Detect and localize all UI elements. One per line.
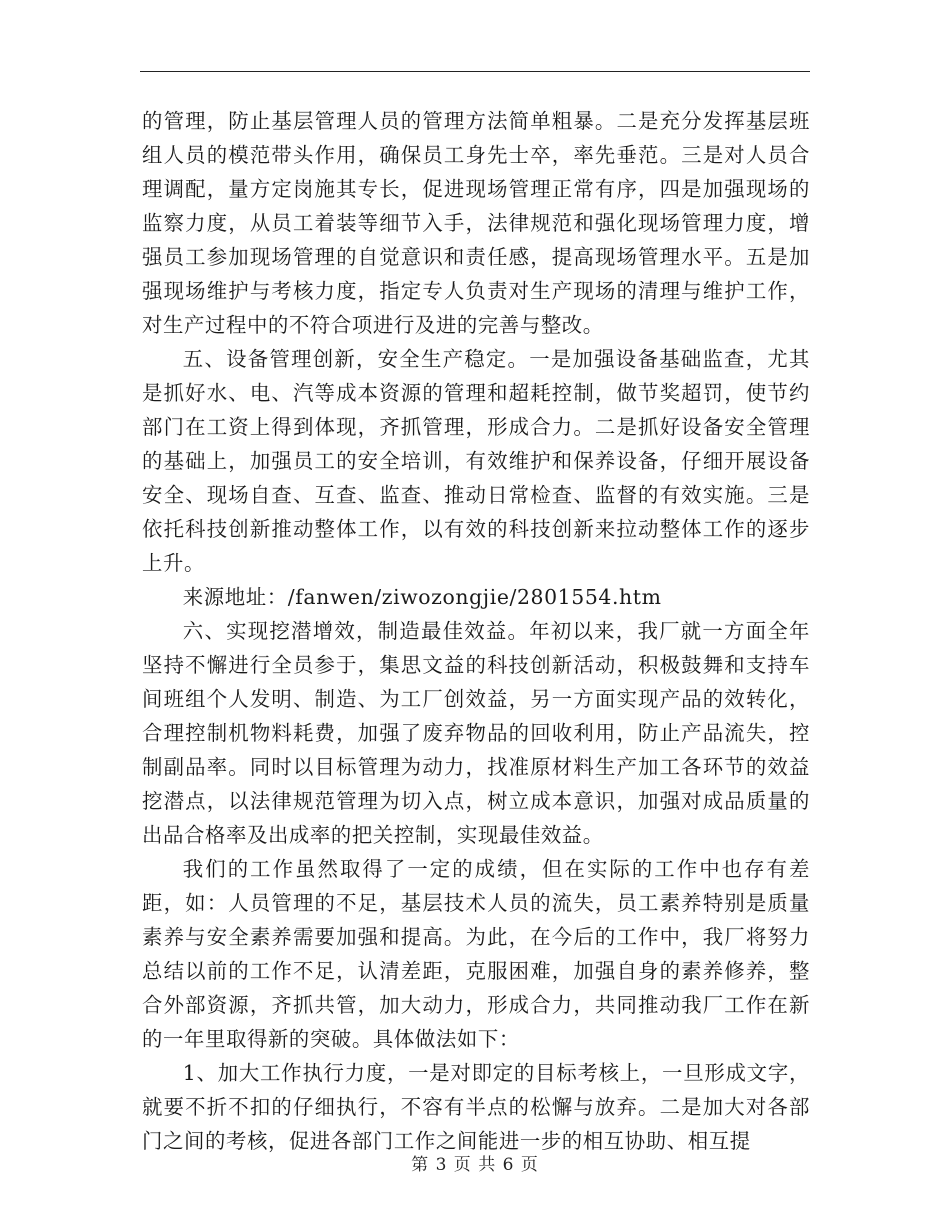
header-rule bbox=[140, 71, 810, 72]
page-number-footer: 第 3 页 共 6 页 bbox=[411, 1155, 539, 1175]
paragraph-execution: 1、加大工作执行力度，一是对即定的目标考核上，一旦形成文字，就要不折不扣的仔细执行，不容有半点的松懈与放弃。二是加大对各部门之间的考核，促进各部门工作之间能进一步的相互协助、相互提 bbox=[142, 1061, 810, 1153]
paragraph-shortcomings: 我们的工作虽然取得了一定的成绩，但在实际的工作中也存有差距，如：人员管理的不足，基层技术人员的流失，员工素养特别是质量素养与安全素养需要加强和提高。为此，在今后的工作中，我厂将努力总结以前的工作不足，认清差距，克服困难，加强自身的素养修养，整合外部资源，齐抓共管，加大动力，形成合力，共同推动我厂工作在新的一年里取得新的突破。具体做法如下： bbox=[142, 857, 810, 1051]
paragraph-efficiency: 六、实现挖潜增效，制造最佳效益。年初以来，我厂就一方面全年坚持不懈进行全员参于，集思文益的科技创新活动，积极鼓舞和支持车间班组个人发明、制造、为工厂创效益，另一方面实现产品的效转化，合理控制机物料耗费，加强了废弃物品的回收利用，防止产品流失，控制副品率。同时以目标管理为动力，找准原材料生产加工各环节的效益挖潜点，以法律规范管理为切入点，树立成本意识，加强对成品质量的出品合格率及出成率的把关控制，实现最佳效益。 bbox=[142, 619, 810, 847]
paragraph-equipment-management: 五、设备管理创新，安全生产稳定。一是加强设备基础监查，尤其是抓好水、电、汽等成本资源的管理和超耗控制，做节奖超罚，使节约部门在工资上得到体现，齐抓管理，形成合力。二是抓好设备安全管理的基础上，加强员工的安全培训，有效维护和保养设备，仔细开展设备安全、现场自查、互查、监查、推动日常检查、监督的有效实施。三是依托科技创新推动整体工作，以有效的科技创新来拉动整体工作的逐步上升。 bbox=[142, 347, 810, 575]
source-address: 来源地址：/fanwen/ziwozongjie/2801554.htm bbox=[182, 585, 662, 609]
document-body bbox=[142, 104, 810, 1158]
paragraph-continuation: 的管理，防止基层管理人员的管理方法简单粗暴。二是充分发挥基层班组人员的模范带头作用，确保员工身先士卒，率先垂范。三是对人员合理调配，量方定岗施其专长，促进现场管理正常有序，四是加强现场的监察力度，从员工着装等细节入手，法律规范和强化现场管理力度，增强员工参加现场管理的自觉意识和责任感，提高现场管理水平。五是加强现场维护与考核力度，指定专人负责对生产现场的清理与维护工作，对生产过程中的不符合项进行及进的完善与整改。 bbox=[142, 109, 810, 337]
